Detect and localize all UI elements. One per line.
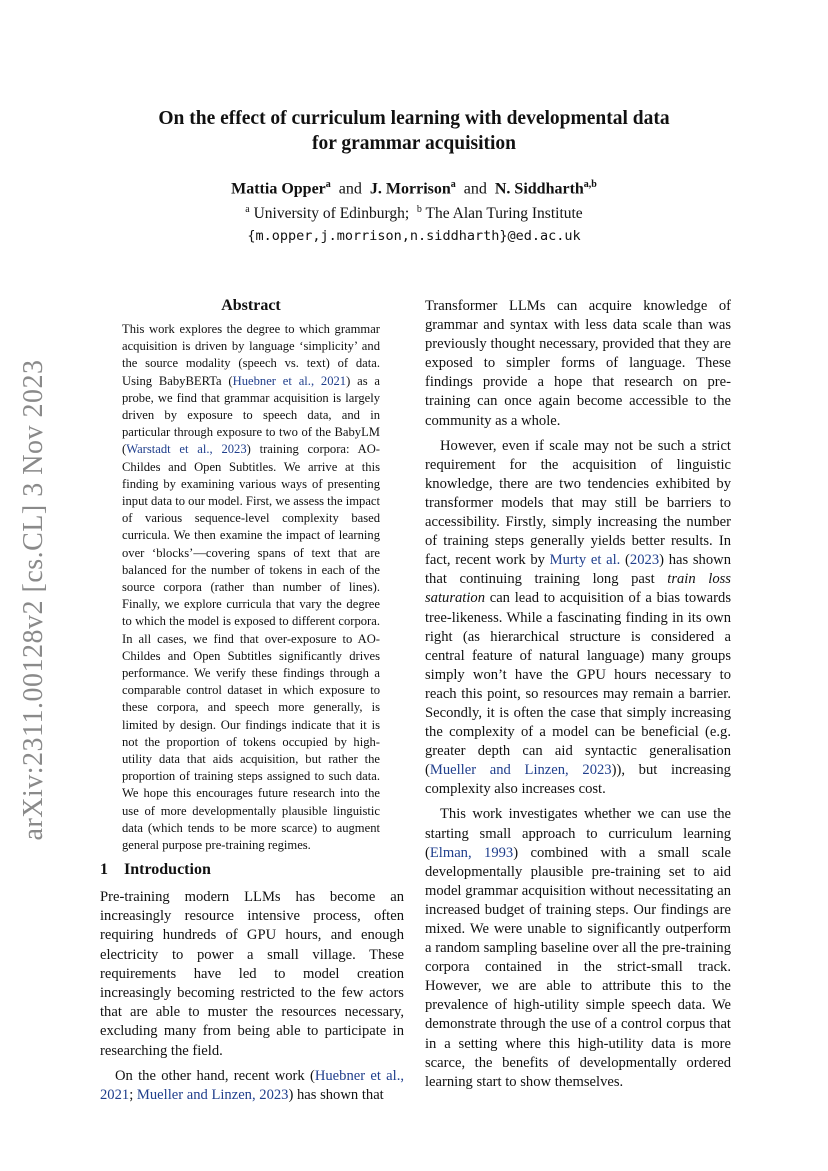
intro-text: On the other hand, recent work ( [115,1067,315,1084]
author-affil-mark: a [450,179,456,190]
intro-text: ) has shown that [288,1087,384,1104]
intro-paragraph-2 [100,1067,404,1105]
right-paragraph-3 [425,805,731,1091]
section-title: Introduction [124,861,211,878]
author-siddharth: N. Siddharth [494,180,584,198]
author-separator: and [338,180,362,198]
intro-paragraph-1: Pre-training modern LLMs has become an increasingly resource intensive process, often requiring hundreds of GPU hours, and enough electricity to power a small village. These requirements have led to model creation increasingly becoming restricted to the few actors that are able to muster the resources necessary, excluding many from being able to participate in researching the field. [100,889,404,1059]
emphasis-text: train loss saturation [425,571,731,607]
affiliations [100,204,728,223]
author-opper: Mattia Opper [231,180,326,198]
author-affil-mark: a [325,179,331,190]
intro-column [100,888,404,1105]
author-morrison: J. Morrison [369,180,451,198]
section-heading [100,861,211,879]
citation-link[interactable]: Mueller and Linzen, 2023 [136,1087,289,1104]
abstract-text-1: This work explores the degree to which grammar acquisition is driven by language ‘simplicity’ and the source modality (speech vs. text) of data. Using BabyBERTa ( [122,322,380,388]
body-text: can lead to acquisition of a bias towards tree-likeness. While a fascinating finding in its own right (as hierarchical structure is considered a central feature of natural language) many groups simply won’t have the GPU hours necessary to reach this point, so resources may remain a barrier. Secondly, it is often the case that simply increasing the complexity of a model can be beneficial (e.g. greater depth can aid syntactic generalisation ( [425,590,731,779]
citation-separator: ; [129,1087,137,1104]
body-text: ) combined with a small scale developmentally plausible pre-training set to aid model grammar acquisition without necessitating an increased budget of training steps. Our findings are mixed. We were unable to significantly outperform a random sampling baseline over all the pre-training corpora contained in the strict-small track. However, we are able to attribute this to the prevalence of high-utility simple speech data. We demonstrate through the use of a control corpus that in a setting where this high-utility data is more scarce, the benefits of developmentally ordered learning start to show themselves. [425,844,731,1090]
section-number: 1 [100,861,108,878]
title-line-2: for grammar acquisition [311,133,517,154]
author-list [100,179,728,198]
abstract-heading: Abstract [221,297,281,314]
title-line-1: On the effect of curriculum learning with developmental data [158,108,670,129]
arxiv-identifier: arXiv:2311.00128v2 [cs.CL] 3 Nov 2023 [18,359,49,841]
right-paragraph-2 [425,437,731,800]
citation-link[interactable]: Murty et al. [549,552,621,569]
right-column [425,297,731,1092]
author-emails: {m.opper,j.morrison,n.siddharth}@ed.ac.uk [247,228,581,244]
citation-link[interactable]: Mueller and Linzen, 2023 [429,762,612,779]
body-text: ( [620,552,630,569]
citation-link[interactable]: Warstadt et al., 2023 [126,442,247,457]
affil-edinburgh: University of Edinburgh; [253,205,410,223]
affil-mark-b: b [416,204,422,215]
citation-link[interactable]: Elman, 1993 [429,844,514,861]
right-paragraph-1: Transformer LLMs can acquire knowledge of grammar and syntax with less data scale than was previously thought necessary, provided that they are exposed to simpler forms of language. These findings provide a hope that research on pre-training can once again become accessible to the community as a whole. [425,298,731,429]
paper-title [100,106,728,156]
citation-link[interactable]: Huebner et al., 2021 [232,373,347,388]
affil-turing: The Alan Turing Institute [425,205,583,223]
body-text: ) has shown that continuing training long past [425,552,731,588]
author-affil-mark: a,b [583,179,597,190]
citation-link[interactable]: Huebner et al., 2021 [100,1067,404,1104]
abstract-text-3: ) training corpora: AO-Childes and Open Subtitles. We arrive at this finding by examining various ways of presenting input data to our model. First, we assess the impact of various sequence-level complexity based curricula. We then examine the impact of learning over ‘blocks’—covering spans of text that are balanced for the number of tokens in each of the source corpora (rather than number of lines). Finally, we explore curricula that vary the degree to which the model is exposed to different corpora. In all cases, we find that over-exposure to AO-Childes and Open Subtitles significantly drives performance. We verify these findings through a comparable control dataset in which exposure to these corpora, and speech more generally, is limited by design. Our findings indicate that it is not the proportion of tokens occupied by high-utility data that aids acquisition, but rather the proportion of training steps assigned to such data. We hope this encourages future research into the use of more developmentally plausible linguistic data (which tends to be more scarce) to augment general purpose pre-training regimes. [122,442,380,853]
body-text: This work investigates whether we can use the starting small approach to curriculum learning ( [425,806,731,861]
citation-link[interactable]: 2023 [629,552,660,569]
affil-mark-a: a [245,204,250,215]
abstract-text-2: ) as a probe, we find that grammar acquisition is largely driven by exposure to speech data, and in particular through exposure to two of the BabyLM ( [122,373,381,457]
author-separator: and [463,180,487,198]
body-text: However, even if scale may not be such a strict requirement for the acquisition of linguistic knowledge, there are two tendencies exhibited by transformer models that may still be barriers to accessibility. Firstly, simply increasing the number of training steps generally yields better results. In fact, recent work by [425,437,731,569]
body-text: )), but increasing complexity also increases cost. [425,762,731,798]
abstract-text [122,321,380,854]
arxiv-sidebar [18,360,50,840]
